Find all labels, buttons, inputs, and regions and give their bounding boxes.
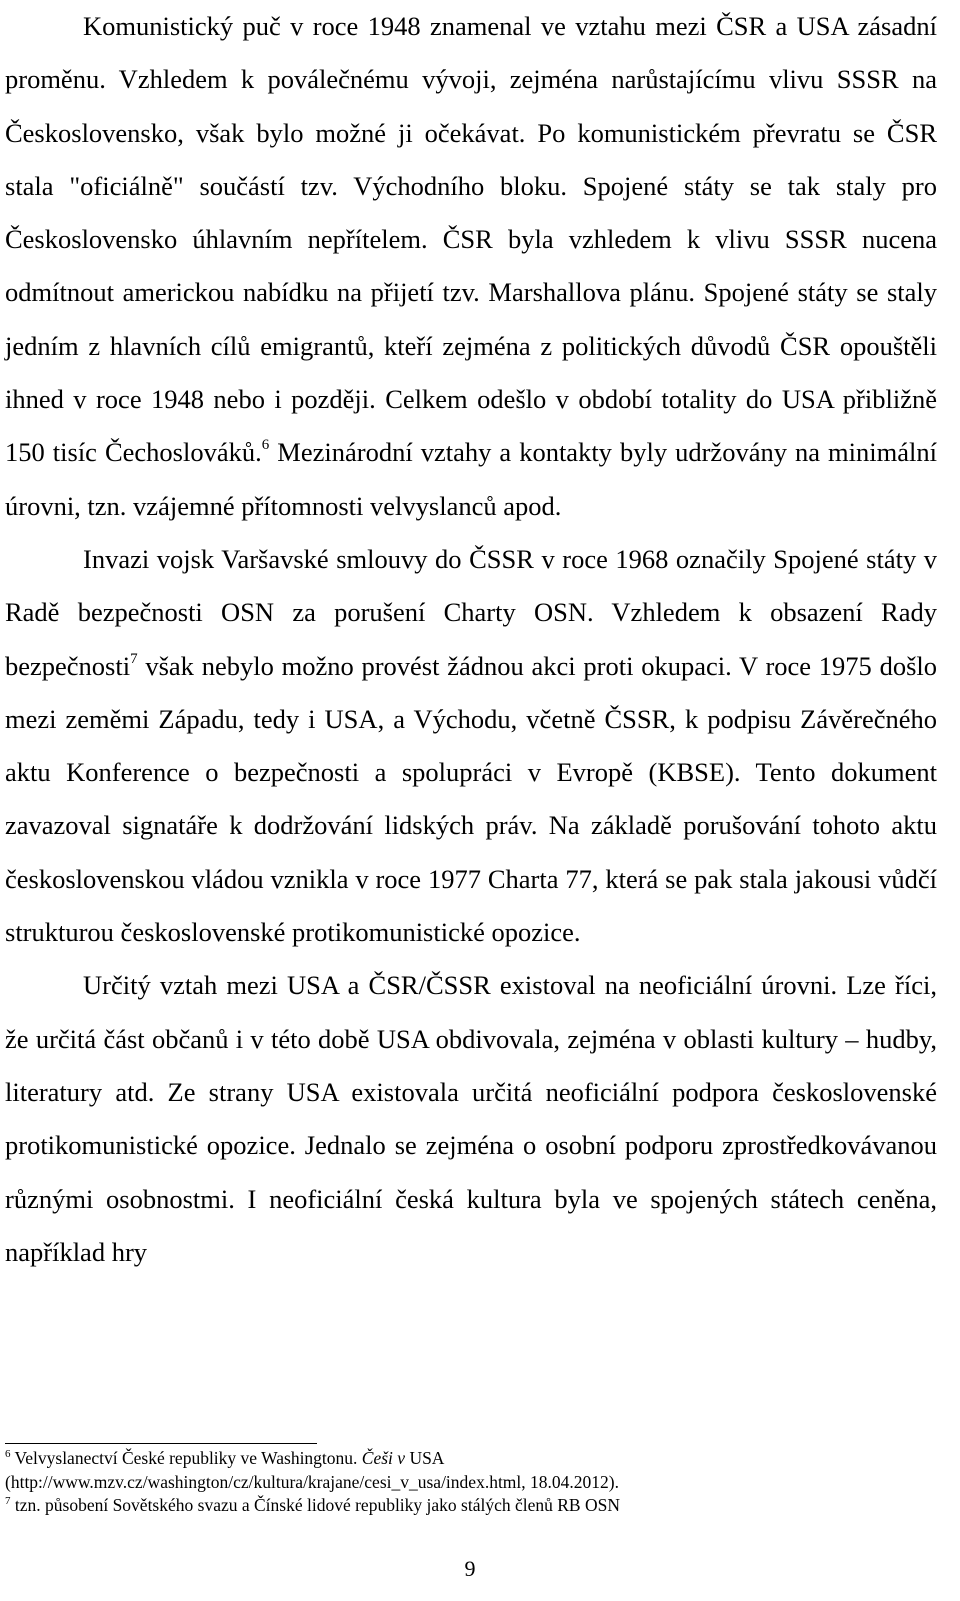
footnote-source: USA (http://www.mzv.cz/washington/cz/kultura/krajane/cesi_v_usa/index.html, 18.04.2012).	[5, 1448, 619, 1492]
body-text	[5, 0, 937, 1279]
paragraph-1-text-b: Mezinárodní vztahy a kontakty byly udržovány na minimální úrovni, tzn. vzájemné přítomnosti velvyslanců apod.	[5, 437, 937, 521]
footnote-ref-7: 7	[130, 650, 138, 667]
paragraph-2	[5, 533, 937, 959]
footnote-italic-title: Češi v	[361, 1448, 406, 1468]
footnote-number: 7	[5, 1495, 11, 1507]
footnote-text: tzn. působení Sovětského svazu a Čínské lidové republiky jako stálých členů RB OSN	[10, 1495, 620, 1515]
paragraph-1	[5, 0, 937, 533]
footnote-6	[5, 1447, 935, 1494]
footnote-separator	[5, 1443, 317, 1444]
paragraph-2-text-b: však nebylo možno provést žádnou akci proti okupaci. V roce 1975 došlo mezi zeměmi Západu, tedy i USA, a Východu, včetně ČSSR, k podpisu Závěrečného aktu Konference o bezpečnosti a spolupráci v Evropě (KBSE). Tento dokument zavazoval signatáře k dodržování lidských práv. Na základě porušování tohoto aktu československou vládou vznikla v roce 1977 Charta 77, která se pak stala jakousi vůdčí strukturou československé protikomunistické opozice.	[5, 650, 937, 948]
footnote-number: 6	[5, 1448, 11, 1460]
paragraph-1-text-a: Komunistický puč v roce 1948 znamenal ve vztahu mezi ČSR a USA zásadní proměnu. Vzhledem k poválečnému vývoji, zejména narůstajícímu vlivu SSSR na Československo, však bylo možné ji očekávat. Po komunistickém převratu se ČSR stala "oficiálně" součástí tzv. Východního bloku. Spojené státy se tak staly pro Československo úhlavním nepřítelem. ČSR byla vzhledem k vlivu SSSR nucena odmítnout americkou nabídku na přijetí tzv. Marshallova plánu. Spojené státy se staly jedním z hlavních cílů emigrantů, kteří zejména z politických důvodů ČSR opouštěli ihned v roce 1948 nebo i později. Celkem odešlo v období totality do USA přibližně 150 tisíc Čechoslováků.	[5, 11, 937, 468]
page-number: 9	[464, 1556, 476, 1581]
footnote-ref-6: 6	[261, 437, 270, 454]
paragraph-3	[5, 959, 937, 1279]
footnote-7	[5, 1494, 935, 1518]
paragraph-3-text: Určitý vztah mezi USA a ČSR/ČSSR existoval na neoficiální úrovni. Lze říci, že určitá část občanů i v této době USA obdivovala, zejména v oblasti kultury – hudby, literatury atd. Ze strany USA existovala určitá neoficiální podpora československé protikomunistické opozice. Jednalo se zejména o osobní podporu zprostředkovávanou různými osobnostmi. I neoficiální česká kultura byla ve spojených státech ceněna, například hry	[5, 970, 937, 1267]
footnotes	[5, 1447, 935, 1518]
paragraph-2-text-a: Invazi vojsk Varšavské smlouvy do ČSSR v roce 1968 označily Spojené státy v Radě bezpečnosti OSN za porušení Charty OSN. Vzhledem k obsazení Rady bezpečnosti	[5, 543, 937, 681]
footnote-text: Velvyslanectví České republiky ve Washingtonu.	[10, 1448, 362, 1468]
